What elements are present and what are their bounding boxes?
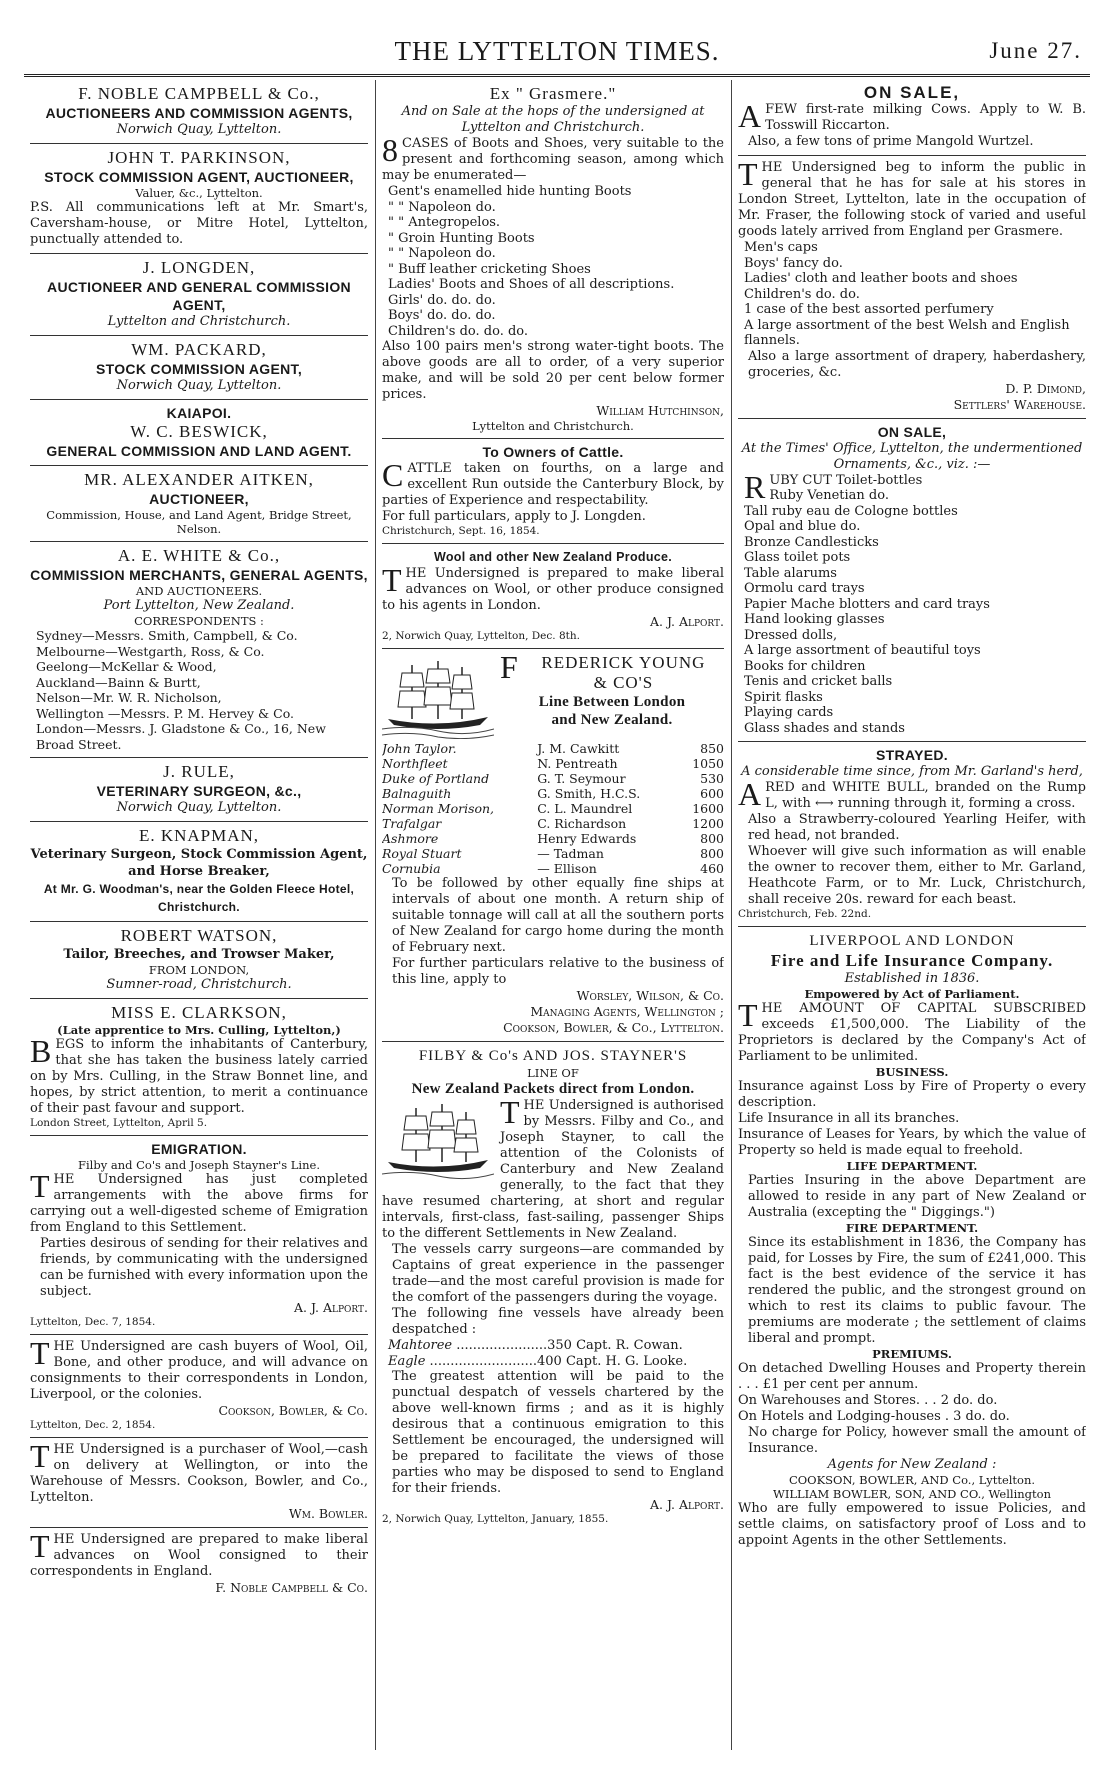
list-item: Mahtoree ......................350 Capt. R. Cowan.	[388, 1338, 683, 1353]
ad-parkinson: JOHN T. PARKINSON, STOCK COMMISSION AGENT, AUCTIONEER, Valuer, &c., Lyttelton. P.S. All communications left at Mr. Smart's, Caversham-house, or Mitre Hotel, Lyttelton, punctually attended to.	[30, 144, 368, 254]
ship-illustration	[382, 1100, 494, 1184]
ad-aitken: MR. ALEXANDER AITKEN, AUCTIONEER, Commission, House, and Land Agent, Bridge Street, Nelson.	[30, 466, 368, 542]
list-item: Boys' fancy do.	[744, 255, 843, 271]
column-divider	[375, 80, 376, 1750]
masthead	[24, 34, 1090, 74]
table-row: Ashmore Henry Edwards 800	[382, 831, 724, 846]
list-item: A large assortment of the best Welsh and English flannels.	[744, 317, 1070, 348]
ad-watson: ROBERT WATSON, Tailor, Breeches, and Trowser Maker, FROM LONDON, Sumner-road, Christchurch.	[30, 922, 368, 999]
table-row: Balnaguith G. Smith, H.C.S. 600	[382, 786, 724, 801]
table-row: Northfleet N. Pentreath 1050	[382, 756, 724, 771]
ships-table	[382, 741, 724, 876]
list-item: Dressed dolls,	[744, 627, 838, 643]
ad-knapman: E. KNAPMAN, Veterinary Surgeon, Stock Commission Agent, and Horse Breaker, At Mr. G. Woodman's, near the Golden Fleece Hotel, Christchurch.	[30, 822, 368, 922]
correspondent: Wellington —Messrs. P. M. Hervey & Co.	[36, 705, 294, 721]
newspaper-title: THE LYTTELTON TIMES.	[394, 36, 720, 66]
column-1	[30, 80, 368, 1750]
list-item: Ladies' cloth and leather boots and shoes	[744, 271, 1018, 286]
list-item: Spirit flasks	[744, 689, 823, 705]
masthead-rule	[24, 74, 1090, 77]
correspondent: Auckland—Bainn & Burtt,	[36, 674, 201, 690]
table-row: Cornubia — Ellison 460	[382, 861, 724, 876]
correspondent: Geelong—McKellar & Wood,	[36, 659, 217, 674]
list-item: Eagle ..........................400 Capt. H. G. Looke.	[388, 1353, 688, 1369]
table-row: Duke of Portland G. T. Seymour 530	[382, 771, 724, 786]
ad-clarkson: MISS E. CLARKSON, (Late apprentice to Mrs. Culling, Lyttelton,) BEGS to inform the inhabitants of Canterbury, that she has taken the business lately carried on by Mrs. Culling, in the Straw Bonnet line, and hopes, by strict attention, to merit a continuance of their past favour and support. London Street, Lyttelton, April 5.	[30, 999, 368, 1136]
correspondent: Sydney—Messrs. Smith, Campbell, & Co.	[36, 628, 298, 643]
column-divider	[731, 80, 732, 1750]
ad-wool-produce: Wool and other New Zealand Produce. THE Undersigned is prepared to make liberal advances on Wool, or other produce consigned to his agents in London. A. J. Alport. 2, Norwich Quay, Lyttelton, Dec. 8th.	[382, 544, 724, 649]
list-item: Tall ruby eau de Cologne bottles	[744, 503, 958, 519]
table-row: John Taylor. J. M. Cawkitt 850	[382, 741, 724, 756]
table-row: Norman Morison, C. L. Maundrel 1600	[382, 801, 724, 816]
table-row: Royal Stuart — Tadman 800	[382, 846, 724, 861]
list-item: " " Antegropelos.	[388, 215, 501, 230]
ad-wool-purchaser: THE Undersigned is a purchaser of Wool,—cash on delivery at Wellington, or into the Warehouse of Messrs. Cookson, Bowler, and Co., Lyttelton. Wm. Bowler.	[30, 1438, 368, 1528]
column-2	[382, 80, 724, 1750]
ad-times-office-sale: ON SALE, At the Times' Office, Lyttelton, the undermentioned Ornaments, &c., viz. :— RUBY CUT Toilet-bottles Ruby Venetian do. Tall ruby eau de Cologne bottles Opal and blue do. Bronze Candlesticks Glass toilet pots Table alarums Ormolu card trays Papier Mache blotters and card trays Hand looking glasses Dressed dolls, A large assortment of beautiful toys Books for children Tenis and cricket balls Spirit flasks Playing cards Glass shades and stands	[738, 419, 1086, 743]
ad-rule: J. RULE, VETERINARY SURGEON, &c., Norwich Quay, Lyttelton.	[30, 758, 368, 822]
list-item: " " Napoleon do.	[388, 246, 496, 261]
list-item: Ladies' Boots and Shoes of all descriptions.	[388, 277, 675, 292]
list-item: Books for children	[744, 658, 866, 674]
ad-dimond: THE Undersigned beg to inform the public in general that he has for sale at his stores in London Street, Lyttelton, late in the occupation of Mr. Fraser, the following stock of varied and useful goods lately arrived from England per Grasmere. Men's caps Boys' fancy do. Ladies' cloth and leather boots and shoes Children's do. do. 1 case of the best assorted perfumery A large assortment of the best Welsh and English flannels. Also a large assortment of drapery, haberdashery, groceries, &c. D. P. Dimond, Settlers' Warehouse.	[738, 156, 1086, 419]
ad-campbell: F. NOBLE CAMPBELL & Co., AUCTIONEERS AND COMMISSION AGENTS, Norwich Quay, Lyttelton.	[30, 80, 368, 144]
list-item: Opal and blue do.	[744, 519, 861, 534]
list-item: Children's do. do.	[744, 286, 860, 302]
ad-frederick-young: F REDERICK YOUNG & CO'S Line Between London and New Zealand. John Taylor. J. M. Cawkitt 850 Northfleet N. Pentreath 1050 Duke of Portland G. T. Seymour 530 Balnaguith G. Smith, H.C.S. 600 Norman Morison, C. L. Maundrel 1600 Trafalgar C. Richardson 1200 Ashmore Henry Edwards 800 Royal Stuart — Tadman 800 Cornubia — Ellison 460 To be followed by other equally fine ships at intervals of about one month. A return ship of suitable tonnage will call at all the southern ports of New Zealand for cargo home during the month of February next. For further particulars relative to the business of this line, apply to Worsley, Wilson, & Co. Managing Agents, Wellington ; Cookson, Bowler, & Co., Lyttelton.	[382, 649, 724, 1042]
issue-date: June 27.	[989, 38, 1082, 63]
ad-longden: J. LONGDEN, AUCTIONEER AND GENERAL COMMISSION AGENT, Lyttelton and Christchurch.	[30, 254, 368, 336]
list-item: Ormolu card trays	[744, 581, 865, 596]
ad-strayed: STRAYED. A considerable time since, from Mr. Garland's herd, ARED and WHITE BULL, branded on the Rump L, with ⟷ running through it, forming a cross. Also a Strawberry-coloured Yearling Heifer, with red head, not branded. Whoever will give such information as will enable the owner to recover them, either to Mr. Garland, Heathcote Farm, or to Mr. Luck, Christchurch, shall receive 20s. reward for each beast. Christchurch, Feb. 22nd.	[738, 742, 1086, 927]
list-item: Men's caps	[744, 240, 818, 255]
list-item: Hand looking glasses	[744, 612, 885, 627]
list-item: Ruby Venetian do.	[769, 488, 889, 503]
ad-on-sale-cows: ON SALE, AFEW first-rate milking Cows. Apply to W. B. Tosswill Riccarton. Also, a few tons of prime Mangold Wurtzel.	[738, 80, 1086, 156]
correspondent: Melbourne—Westgarth, Ross, & Co.	[36, 643, 265, 659]
list-item: Playing cards	[744, 705, 834, 720]
ad-insurance: LIVERPOOL AND LONDON Fire and Life Insurance Company. Established in 1836. Empowered by Act of Parliament. THE AMOUNT OF CAPITAL SUBSCRIBED exceeds £1,500,000. The Liability of the Proprietors is declared by the Company's Act of Parliament to be unlimited. BUSINESS. Insurance against Loss by Fire of Property o every description. Life Insurance in all its branches. Insurance of Leases for Years, by which the value of Property so held is made equal to freehold. LIFE DEPARTMENT. Parties Insuring in the above Department are allowed to reside in any part of New Zealand or Australia (excepting the " Diggings.") FIRE DEPARTMENT. Since its establishment in 1836, the Company has paid, for Losses by Fire, the sum of £241,000. This fact is the best evidence of the service it has rendered the public, and the strongest ground on which to rest its claims to public favour. The premiums are moderate ; the settlement of claims liberal and prompt. PREMIUMS. On detached Dwelling Houses and Property therein . . . £1 per cent per annum. On Warehouses and Stores. . . 2 do. do. On Hotels and Lodging-houses . 3 do. do. No charge for Policy, however small the amount of Insurance. Agents for New Zealand : COOKSON, BOWLER, AND Co., Lyttelton. WILLIAM BOWLER, SON, AND CO., Wellington Who are fully empowered to issue Policies, and settle claims, on satisfactory proof of Loss and to appoint Agents in the other Settlements.	[738, 933, 1086, 1548]
list-item: A large assortment of beautiful toys	[744, 643, 981, 658]
table-row: Trafalgar C. Richardson 1200	[382, 816, 724, 831]
list-item: Tenis and cricket balls	[744, 674, 893, 689]
list-item: Gent's enamelled hide hunting Boots	[388, 184, 632, 199]
ad-emigration: EMIGRATION. Filby and Co's and Joseph Stayner's Line. THE Undersigned has just completed arrangements with the above firms for carrying out a well-digested scheme of Emigration from England to this Settlement. Parties desirous of sending for their relatives and friends, by communicating with the undersigned can be furnished with every information upon the subject. A. J. Alport. Lyttelton, Dec. 7, 1854.	[30, 1136, 368, 1335]
list-item: " Groin Hunting Boots	[388, 230, 535, 246]
ad-beswick: KAIAPOI. W. C. BESWICK, GENERAL COMMISSION AND LAND AGENT.	[30, 400, 368, 466]
list-item: Glass shades and stands	[744, 720, 905, 736]
correspondent: Nelson—Mr. W. R. Nicholson,	[36, 690, 222, 705]
list-item: Glass toilet pots	[744, 550, 851, 565]
list-item: 1 case of the best assorted perfumery	[744, 302, 994, 317]
list-item: Children's do. do. do.	[388, 323, 529, 339]
list-item: Table alarums	[744, 565, 837, 581]
list-item: Papier Mache blotters and card trays	[744, 596, 990, 612]
ship-illustration	[382, 655, 494, 739]
list-item: Boys' do. do. do.	[388, 308, 496, 323]
correspondent: London—Messrs. J. Gladstone & Co., 16, New Broad Street.	[36, 721, 326, 752]
ad-liberal-advances: THE Undersigned are prepared to make liberal advances on Wool consigned to their correspondents in England. F. Noble Campbell & Co.	[30, 1528, 368, 1595]
column-3	[738, 80, 1086, 1750]
ad-cash-buyers: THE Undersigned are cash buyers of Wool, Oil, Bone, and other produce, and will advance on consignments to their correspondents in London, Liverpool, or the colonies. Cookson, Bowler, & Co. Lyttelton, Dec. 2, 1854.	[30, 1335, 368, 1438]
list-item: Girls' do. do. do.	[388, 292, 496, 308]
list-item: Bronze Candlesticks	[744, 534, 879, 550]
ad-grasmere: Ex " Grasmere." And on Sale at the hops of the undersigned at Lyttelton and Christchurch. 8 CASES of Boots and Shoes, very suitable to the present and forthcoming season, among which may be enumerated— Gent's enamelled hide hunting Boots " " Napoleon do. " " Antegropelos. " Groin Hunting Boots " " Napoleon do. " Buff leather cricketing Shoes Ladies' Boots and Shoes of all descriptions. Girls' do. do. do. Boys' do. do. do. Children's do. do. do. Also 100 pairs men's strong water-tight boots. The above goods are all to order, of a very superior make, and will be sold 20 per cent below former prices. William Hutchinson, Lyttelton and Christchurch.	[382, 80, 724, 439]
ad-cattle: To Owners of Cattle. CATTLE taken on fourths, on a large and excellent Run outside the Canterbury Block, by parties of Experience and respectability. For full particulars, apply to J. Longden. Christchurch, Sept. 16, 1854.	[382, 439, 724, 544]
ad-filby-stayner: FILBY & Co's AND JOS. STAYNER'S LINE OF New Zealand Packets direct from London. THE Undersigned is authorised by Messrs. Filby and Co., and Joseph Stayner, to call the attention of the Colonists of Canterbury and New Zealand generally, to the fact that they have resumed chartering, at short and regular intervals, first-class, fast-sailing, passenger Ships to the different Settlements in New Zealand. The vessels carry surgeons—are commanded by Captains of great experience in the passenger trade—and the most careful provision is made for the comfort of the passengers during the voyage. The following fine vessels have already been despatched : Mahtoree ......................350 Capt. R. Cowan. Eagle ..........................400 Capt. H. G. Looke. The greatest attention will be paid to the punctual despatch of vessels chartered by the above well-known firms ; and as it is highly desirous that a continuous emigration to this Settlement be encouraged, the undersigned will be prepared to facilitate the views of those parties who may be disposed to send to England for their friends. A. J. Alport. 2, Norwich Quay, Lyttelton, January, 1855.	[382, 1048, 724, 1525]
ad-white: A. E. WHITE & Co., COMMISSION MERCHANTS, GENERAL AGENTS, AND AUCTIONEERS. Port Lyttelton, New Zealand. CORRESPONDENTS : Sydney—Messrs. Smith, Campbell, & Co. Melbourne—Westgarth, Ross, & Co. Geelong—McKellar & Wood, Auckland—Bainn & Burtt, Nelson—Mr. W. R. Nicholson, Wellington —Messrs. P. M. Hervey & Co. London—Messrs. J. Gladstone & Co., 16, New Broad Street.	[30, 542, 368, 758]
list-item: " Buff leather cricketing Shoes	[388, 261, 591, 277]
list-item: " " Napoleon do.	[388, 199, 496, 215]
ad-packard: WM. PACKARD, STOCK COMMISSION AGENT, Norwich Quay, Lyttelton.	[30, 336, 368, 400]
